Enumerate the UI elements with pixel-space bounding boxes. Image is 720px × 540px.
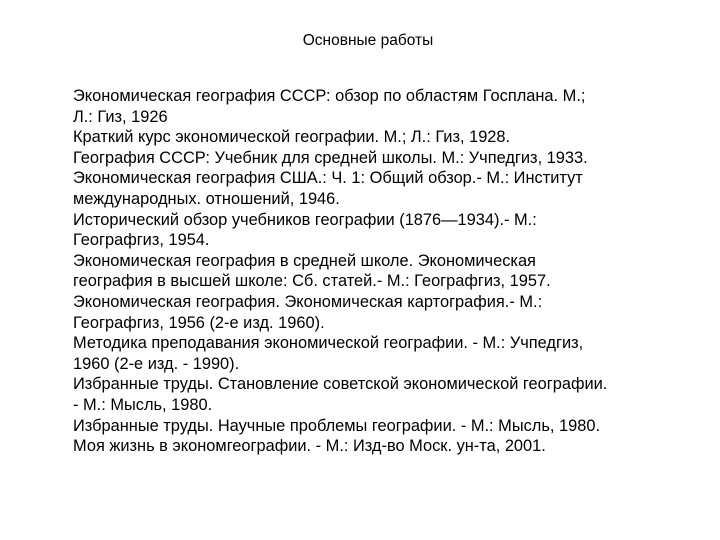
list-line: Избранные труды. Научные проблемы географии. - М.: Мысль, 1980. [73,416,601,435]
list-line: Экономическая география в средней школе. Экономическая [73,251,536,270]
list-line: Экономическая география. Экономическая картография.- М.: [73,292,543,311]
list-line: Экономическая география СССР: обзор по областям Госплана. М.; [73,87,586,105]
works-list [73,86,693,457]
list-line: Исторический обзор учебников географии (1876—1934).- М.: [73,210,537,229]
page-title: Основные работы [302,32,434,49]
list-line: Краткий курс экономической географии. М.; Л.: Гиз, 1928. [73,128,511,147]
list-line: Л.: Гиз, 1926 [73,107,168,126]
list-line: Географгиз, 1956 (2-е изд. 1960). [73,313,325,332]
list-line: Методика преподавания экономической географии. - М.: Учпедгиз, [73,334,584,353]
list-line: Избранные труды. Становление советской экономической географии. [73,375,608,394]
list-line: - М.: Мысль, 1980. [73,395,213,414]
list-line: Географгиз, 1954. [73,231,210,250]
list-line: Экономическая география США.: Ч. 1: Общий обзор.- М.: Институт [73,169,583,188]
list-line: 1960 (2-е изд. - 1990). [73,354,240,373]
list-line: география в высшей школе: Сб. статей.- М.: Географгиз, 1957. [73,272,551,291]
list-line: международных. отношений, 1946. [73,189,340,208]
list-line: Моя жизнь в экономгеографии. - М.: Изд-во Моск. ун-та, 2001. [73,437,546,456]
list-line: География СССР: Учебник для средней школы. М.: Учпедгиз, 1933. [73,148,588,167]
